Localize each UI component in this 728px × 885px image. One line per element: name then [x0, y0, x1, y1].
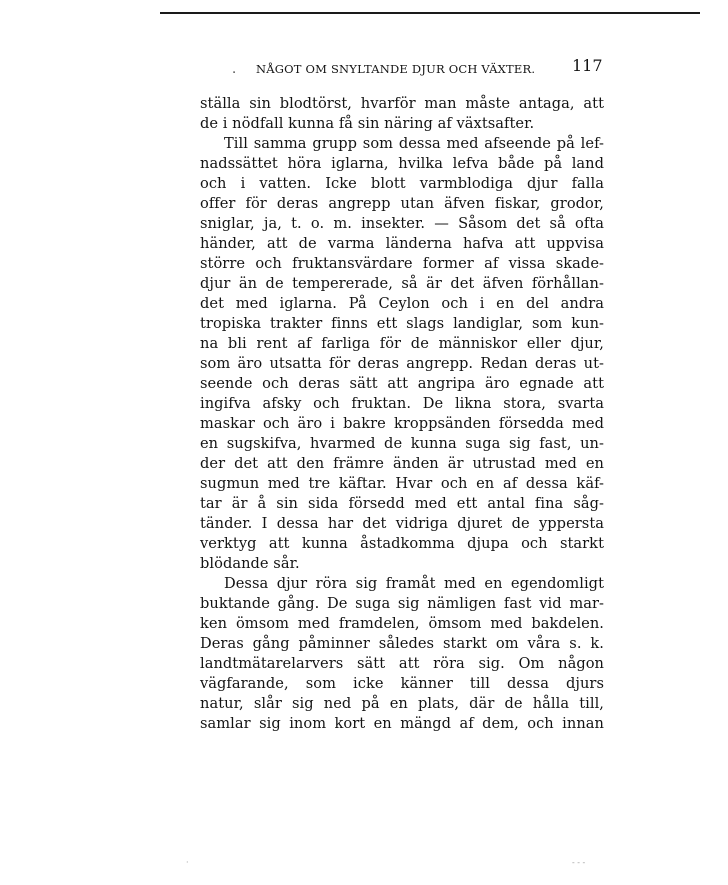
header-dot: .	[232, 62, 237, 77]
text-line: ingifva afsky och fruktan. De likna stora, svarta	[200, 395, 604, 412]
text-line: offer för deras angrepp utan äfven fiskar, grodor,	[200, 195, 604, 212]
text-line: och i vatten. Icke blott varmblodiga djur falla	[200, 175, 604, 192]
text-line: det med iglarna. På Ceylon och i en del andra	[200, 295, 604, 312]
text-line: maskar och äro i bakre kroppsänden försedda med	[200, 415, 604, 432]
text-line: tänder. I dessa har det vidriga djuret de yppersta	[200, 515, 604, 532]
text-line: samlar sig inom kort en mängd af dem, och innan	[200, 715, 604, 732]
text-line: djur än de tempererade, så är det äfven förhållan-	[200, 275, 604, 292]
scan-speck: ‐ ‐ ‐	[572, 858, 586, 867]
text-line: tropiska trakter finns ett slags landiglar, som kun-	[200, 315, 604, 332]
text-line: en sugskifva, hvarmed de kunna suga sig fast, un-	[200, 435, 604, 452]
text-line: ken ömsom med framdelen, ömsom med bakdelen.	[200, 615, 604, 632]
text-line: verktyg att kunna åstadkomma djupa och starkt	[200, 535, 604, 552]
text-line: händer, att de varma länderna hafva att uppvisa	[200, 235, 604, 252]
body-text	[200, 94, 604, 734]
text-line: nadssättet höra iglarna, hvilka lefva både på land	[200, 155, 604, 172]
text-line: sniglar, ja, t. o. m. insekter. — Såsom det så ofta	[200, 215, 604, 232]
text-line: Till samma grupp som dessa med afseende på lef-	[224, 135, 604, 152]
text-line: tar är å sin sida försedd med ett antal fina såg-	[200, 495, 604, 512]
text-line: Dessa djur röra sig framåt med en egendomligt	[224, 575, 604, 592]
text-line: na bli rent af farliga för de människor eller djur,	[200, 335, 604, 352]
top-rule	[160, 12, 700, 14]
text-line: större och fruktansvärdare former af vissa skade-	[200, 255, 604, 272]
text-line: de i nödfall kunna få sin näring af växtsafter.	[200, 115, 535, 132]
text-line: blödande sår.	[200, 555, 300, 572]
running-head: NÅGOT OM SNYLTANDE DJUR OCH VÄXTER.	[256, 62, 536, 76]
text-line: vägfarande, som icke känner till dessa djurs	[200, 675, 604, 692]
text-line: ställa sin blodtörst, hvarför man måste antaga, att	[200, 95, 604, 112]
text-line: seende och deras sätt att angripa äro egnade att	[200, 375, 604, 392]
text-line: Deras gång påminner således starkt om våra s. k.	[200, 635, 604, 652]
text-line: natur, slår sig ned på en plats, där de hålla till,	[200, 695, 604, 712]
text-line: landtmätarelarvers sätt att röra sig. Om någon	[200, 655, 604, 672]
text-line: der det att den främre änden är utrustad med en	[200, 455, 604, 472]
text-line: som äro utsatta för deras angrepp. Redan deras ut-	[200, 355, 604, 372]
page-number: 117	[572, 56, 603, 75]
scan-speck: ·	[186, 858, 189, 867]
text-line: buktande gång. De suga sig nämligen fast vid mar-	[200, 595, 604, 612]
text-line: sugmun med tre käftar. Hvar och en af dessa käf-	[200, 475, 604, 492]
